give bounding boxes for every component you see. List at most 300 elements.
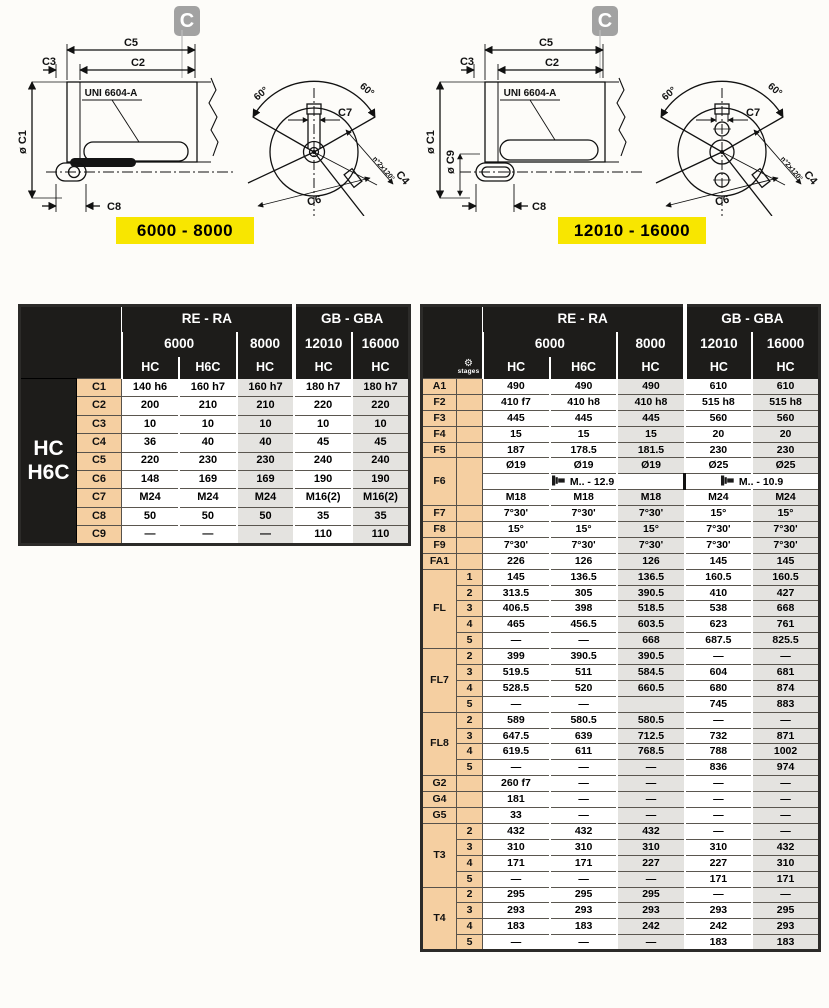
shaft-type-header: HC	[294, 357, 352, 379]
value-cell: 490	[483, 379, 550, 395]
value-cell: Ø25	[685, 458, 752, 474]
bolt-class-label: M.. - 12.9	[569, 475, 615, 488]
value-cell: 260 f7	[483, 776, 550, 792]
size-header: 12010	[685, 332, 752, 357]
value-cell: 295	[752, 903, 819, 919]
value-cell: 432	[752, 839, 819, 855]
bolt-class-cell	[685, 474, 820, 490]
value-cell: 15°	[617, 522, 684, 538]
value-cell: 390.5	[617, 585, 684, 601]
value-cell: —	[617, 808, 684, 824]
angle-label-left: 60°	[660, 85, 679, 104]
dimension-drawing-6000-8000	[12, 6, 417, 251]
value-cell: 10	[122, 415, 180, 433]
value-cell: 295	[617, 887, 684, 903]
stages-header-label: stages	[457, 368, 480, 376]
value-cell: 7°30'	[752, 522, 819, 538]
value-cell: 183	[685, 935, 752, 951]
value-cell: 305	[550, 585, 617, 601]
stage-number: 2	[457, 887, 483, 903]
value-cell: 310	[685, 839, 752, 855]
value-cell: 538	[685, 601, 752, 617]
dim-label-c3: C3	[459, 56, 475, 68]
value-cell: 465	[483, 617, 550, 633]
value-cell: 7°30'	[483, 506, 550, 522]
value-cell: 15	[483, 426, 550, 442]
value-cell: 974	[752, 760, 819, 776]
value-cell: 490	[550, 379, 617, 395]
dim-label-c7: C7	[746, 107, 761, 119]
value-cell: 35	[352, 507, 410, 525]
value-cell: 7°30'	[550, 506, 617, 522]
value-cell: —	[179, 526, 237, 544]
value-cell: —	[752, 649, 819, 665]
value-cell: 681	[752, 665, 819, 681]
value-cell: 171	[483, 855, 550, 871]
value-cell: 410 h8	[617, 394, 684, 410]
value-cell: 7°30'	[617, 537, 684, 553]
value-cell: —	[483, 633, 550, 649]
value-cell: 15°	[685, 506, 752, 522]
value-cell: Ø25	[752, 458, 819, 474]
size-header: 8000	[237, 332, 295, 357]
value-cell: 227	[617, 855, 684, 871]
value-cell: 310	[752, 855, 819, 871]
table-corner	[20, 306, 122, 379]
value-cell: 660.5	[617, 680, 684, 696]
value-cell: —	[685, 808, 752, 824]
value-cell: 871	[752, 728, 819, 744]
value-cell: —	[483, 696, 550, 712]
value-cell: —	[752, 887, 819, 903]
value-cell: 33	[483, 808, 550, 824]
row-label: F2	[422, 394, 457, 410]
value-cell: —	[685, 776, 752, 792]
stage-number: 2	[457, 712, 483, 728]
row-label: T4	[422, 887, 457, 951]
series-group-header: RE - RA	[483, 306, 685, 332]
value-cell: 15°	[483, 522, 550, 538]
value-cell: 230	[752, 442, 819, 458]
value-cell: 7°30'	[550, 537, 617, 553]
value-cell: 10	[179, 415, 237, 433]
stage-number: 3	[457, 839, 483, 855]
value-cell: 242	[685, 919, 752, 935]
value-cell: 406.5	[483, 601, 550, 617]
shaft-type-header: HC	[483, 357, 550, 379]
value-cell: —	[237, 526, 295, 544]
value-cell: 589	[483, 712, 550, 728]
value-cell: 190	[294, 470, 352, 488]
value-cell: 456.5	[550, 617, 617, 633]
bolt-class-cell	[483, 474, 685, 490]
value-cell: 432	[617, 823, 684, 839]
value-cell: 230	[179, 452, 237, 470]
row-label: FL8	[422, 712, 457, 776]
dim-label-c6: C6	[306, 193, 323, 209]
series-group-header: GB - GBA	[685, 306, 820, 332]
stage-number: 3	[457, 601, 483, 617]
dim-label-c8: C8	[532, 201, 547, 213]
value-cell: 313.5	[483, 585, 550, 601]
stage-number: 5	[457, 696, 483, 712]
right-dimensions-table	[420, 304, 821, 952]
row-label: FL	[422, 569, 457, 648]
value-cell: 580.5	[550, 712, 617, 728]
value-cell: 145	[752, 553, 819, 569]
stage-number: 4	[457, 680, 483, 696]
row-label: F3	[422, 410, 457, 426]
row-label: F5	[422, 442, 457, 458]
stage-number: 4	[457, 855, 483, 871]
value-cell: 390.5	[617, 649, 684, 665]
value-cell: 171	[685, 871, 752, 887]
stage-number: 4	[457, 919, 483, 935]
row-label: F8	[422, 522, 457, 538]
stages-gear-icon: ⚙	[464, 358, 473, 370]
dim-label-c8: C8	[107, 201, 122, 213]
dimension-drawing-12010-16000	[420, 6, 825, 251]
value-cell: 183	[752, 935, 819, 951]
value-cell: —	[483, 935, 550, 951]
value-cell: 50	[122, 507, 180, 525]
value-cell: 160.5	[752, 569, 819, 585]
value-cell: 410	[685, 585, 752, 601]
dim-label-c7: C7	[338, 107, 353, 119]
series-group-header: RE - RA	[122, 306, 295, 332]
angle-label-right: 60°	[357, 81, 376, 100]
left-dimensions-table	[18, 304, 411, 546]
value-cell: 15°	[550, 522, 617, 538]
value-cell: 126	[550, 553, 617, 569]
value-cell: 160 h7	[179, 379, 237, 397]
row-label: C9	[77, 526, 122, 544]
value-cell: 50	[179, 507, 237, 525]
value-cell: 171	[752, 871, 819, 887]
value-cell: 181.5	[617, 442, 684, 458]
value-cell: 518.5	[617, 601, 684, 617]
row-label: C3	[77, 415, 122, 433]
value-cell: —	[550, 792, 617, 808]
value-cell: 528.5	[483, 680, 550, 696]
value-cell: 399	[483, 649, 550, 665]
value-cell: 145	[685, 553, 752, 569]
section-marker-c-label: C	[179, 9, 195, 32]
value-cell: 398	[550, 601, 617, 617]
stage-cell-empty	[457, 426, 483, 442]
stage-cell-empty	[457, 410, 483, 426]
value-cell: 310	[550, 839, 617, 855]
value-cell: 310	[617, 839, 684, 855]
stage-cell-empty	[457, 522, 483, 538]
value-cell: 110	[352, 526, 410, 544]
value-cell: 240	[294, 452, 352, 470]
size-header: 6000	[122, 332, 237, 357]
row-label: C5	[77, 452, 122, 470]
value-cell: —	[483, 760, 550, 776]
value-cell: 20	[752, 426, 819, 442]
value-cell: —	[752, 808, 819, 824]
size-range-label: 12010 - 16000	[558, 217, 706, 244]
value-cell: 680	[685, 680, 752, 696]
value-cell: 169	[179, 470, 237, 488]
value-cell: 647.5	[483, 728, 550, 744]
stage-number: 5	[457, 633, 483, 649]
shaft-type-header: HC	[617, 357, 684, 379]
value-cell: M18	[483, 490, 550, 506]
stub-line-2: H6C	[27, 460, 70, 484]
row-label: FA1	[422, 553, 457, 569]
value-cell: 883	[752, 696, 819, 712]
value-cell: M18	[550, 490, 617, 506]
row-label: F6	[422, 458, 457, 506]
stage-cell-empty	[457, 379, 483, 395]
value-cell: 295	[550, 887, 617, 903]
value-cell: 445	[483, 410, 550, 426]
value-cell: 36	[122, 434, 180, 452]
value-cell: 226	[483, 553, 550, 569]
row-label: C2	[77, 397, 122, 415]
value-cell: 7°30'	[752, 537, 819, 553]
value-cell: 639	[550, 728, 617, 744]
value-cell: 160 h7	[237, 379, 295, 397]
value-cell: M24	[685, 490, 752, 506]
value-cell: 148	[122, 470, 180, 488]
stage-number: 2	[457, 649, 483, 665]
value-cell: 10	[352, 415, 410, 433]
shaft-side-and-front-view	[12, 30, 417, 216]
value-cell: 745	[685, 696, 752, 712]
value-cell: 874	[752, 680, 819, 696]
value-cell: 410 f7	[483, 394, 550, 410]
table-stub-hc-h6c	[20, 379, 77, 545]
value-cell: 580.5	[617, 712, 684, 728]
value-cell: 490	[617, 379, 684, 395]
shaft-type-header: H6C	[179, 357, 237, 379]
row-label: T3	[422, 823, 457, 887]
value-cell: 40	[179, 434, 237, 452]
value-cell: 7°30'	[617, 506, 684, 522]
size-range-label: 6000 - 8000	[116, 217, 254, 244]
value-cell: 410 h8	[550, 394, 617, 410]
row-label: C6	[77, 470, 122, 488]
value-cell: M24	[237, 489, 295, 507]
value-cell: M24	[179, 489, 237, 507]
value-cell: 242	[617, 919, 684, 935]
row-label: FL7	[422, 649, 457, 713]
stage-cell-empty	[457, 506, 483, 522]
stage-cell-empty	[457, 458, 483, 506]
bolt-class-label: M.. - 10.9	[738, 475, 784, 488]
row-label: C7	[77, 489, 122, 507]
value-cell: 15	[617, 426, 684, 442]
series-group-header: GB - GBA	[294, 306, 409, 332]
value-cell: 10	[294, 415, 352, 433]
value-cell: —	[685, 887, 752, 903]
dim-note-c4: n°2x120°	[778, 155, 804, 183]
value-cell: 610	[752, 379, 819, 395]
value-cell: 140 h6	[122, 379, 180, 397]
value-cell: —	[617, 760, 684, 776]
value-cell: 110	[294, 526, 352, 544]
value-cell: 293	[550, 903, 617, 919]
value-cell: 619.5	[483, 744, 550, 760]
stage-cell-empty	[457, 442, 483, 458]
value-cell: 50	[237, 507, 295, 525]
keyway-standard-label: UNI 6604-A	[84, 88, 138, 99]
value-cell: —	[685, 792, 752, 808]
value-cell: 227	[685, 855, 752, 871]
value-cell: 45	[352, 434, 410, 452]
value-cell: 15	[550, 426, 617, 442]
value-cell: 560	[752, 410, 819, 426]
value-cell: 220	[122, 452, 180, 470]
dim-label-c2: C2	[544, 57, 560, 69]
value-cell: 136.5	[550, 569, 617, 585]
value-cell: 310	[483, 839, 550, 855]
value-cell: —	[550, 871, 617, 887]
stage-cell-empty	[457, 776, 483, 792]
value-cell: 210	[237, 397, 295, 415]
value-cell: 445	[617, 410, 684, 426]
dim-label-c9: ø C9	[445, 150, 457, 174]
value-cell: 200	[122, 397, 180, 415]
stage-number: 5	[457, 935, 483, 951]
value-cell: 181	[483, 792, 550, 808]
stage-cell-empty	[457, 394, 483, 410]
value-cell: 610	[685, 379, 752, 395]
value-cell: 40	[237, 434, 295, 452]
value-cell: 712.5	[617, 728, 684, 744]
row-label: G4	[422, 792, 457, 808]
dim-note-c4: n°2x120°	[370, 155, 396, 183]
row-label: C4	[77, 434, 122, 452]
dim-label-c4: C4	[393, 168, 412, 188]
stage-number: 2	[457, 585, 483, 601]
value-cell: 432	[550, 823, 617, 839]
value-cell: 1002	[752, 744, 819, 760]
stage-cell-empty	[457, 553, 483, 569]
value-cell	[617, 696, 684, 712]
value-cell: —	[617, 935, 684, 951]
stage-number: 5	[457, 871, 483, 887]
value-cell: 10	[237, 415, 295, 433]
shaft-type-header: HC	[352, 357, 410, 379]
value-cell: 390.5	[550, 649, 617, 665]
value-cell: —	[550, 696, 617, 712]
dim-label-c5: C5	[538, 37, 554, 49]
dim-label-c5: C5	[123, 37, 139, 49]
value-cell: 611	[550, 744, 617, 760]
stage-number: 3	[457, 903, 483, 919]
stage-number: 3	[457, 728, 483, 744]
row-label: G2	[422, 776, 457, 792]
shaft-type-header: HC	[122, 357, 180, 379]
value-cell: 178.5	[550, 442, 617, 458]
value-cell: 519.5	[483, 665, 550, 681]
shaft-side-and-front-view	[420, 30, 825, 216]
value-cell: 230	[685, 442, 752, 458]
row-label: C1	[77, 379, 122, 397]
value-cell: 293	[617, 903, 684, 919]
shaft-type-header: H6C	[550, 357, 617, 379]
value-cell: 169	[237, 470, 295, 488]
value-cell: 768.5	[617, 744, 684, 760]
value-cell: 183	[483, 919, 550, 935]
stage-number: 2	[457, 823, 483, 839]
value-cell: M24	[752, 490, 819, 506]
value-cell: 520	[550, 680, 617, 696]
value-cell: 230	[237, 452, 295, 470]
value-cell: 584.5	[617, 665, 684, 681]
value-cell: Ø19	[550, 458, 617, 474]
value-cell: 20	[685, 426, 752, 442]
value-cell: 220	[352, 397, 410, 415]
value-cell: 788	[685, 744, 752, 760]
value-cell: —	[550, 760, 617, 776]
value-cell: 732	[685, 728, 752, 744]
bolt-icon	[552, 475, 565, 489]
value-cell: 187	[483, 442, 550, 458]
value-cell: 687.5	[685, 633, 752, 649]
dim-label-c3: C3	[41, 56, 57, 68]
angle-label-right: 60°	[765, 81, 784, 100]
value-cell: 293	[685, 903, 752, 919]
value-cell: —	[752, 776, 819, 792]
size-header: 16000	[352, 332, 410, 357]
value-cell: 427	[752, 585, 819, 601]
value-cell: 668	[752, 601, 819, 617]
value-cell: M24	[122, 489, 180, 507]
value-cell: —	[752, 712, 819, 728]
dim-label-c6: C6	[714, 193, 731, 209]
row-label: C8	[77, 507, 122, 525]
value-cell: 825.5	[752, 633, 819, 649]
stage-cell-empty	[457, 792, 483, 808]
stub-line-1: HC	[33, 436, 64, 460]
row-label: G5	[422, 808, 457, 824]
value-cell: 836	[685, 760, 752, 776]
value-cell: Ø19	[483, 458, 550, 474]
value-cell: 183	[550, 919, 617, 935]
value-cell: —	[752, 792, 819, 808]
size-header: 8000	[617, 332, 684, 357]
bolt-icon	[721, 475, 734, 489]
value-cell: 515 h8	[685, 394, 752, 410]
value-cell: —	[550, 776, 617, 792]
value-cell: —	[550, 808, 617, 824]
value-cell: —	[685, 712, 752, 728]
value-cell: 180 h7	[294, 379, 352, 397]
value-cell: M18	[617, 490, 684, 506]
value-cell: —	[617, 871, 684, 887]
value-cell: 220	[294, 397, 352, 415]
shaft-type-header: HC	[237, 357, 295, 379]
value-cell: 35	[294, 507, 352, 525]
value-cell: 432	[483, 823, 550, 839]
value-cell: 623	[685, 617, 752, 633]
value-cell: 560	[685, 410, 752, 426]
keyway-standard-label: UNI 6604-A	[503, 88, 557, 99]
size-header: 6000	[483, 332, 618, 357]
value-cell: —	[752, 823, 819, 839]
value-cell: 145	[483, 569, 550, 585]
value-cell: —	[685, 649, 752, 665]
value-cell: 171	[550, 855, 617, 871]
value-cell: 160.5	[685, 569, 752, 585]
value-cell: —	[550, 935, 617, 951]
value-cell: 293	[483, 903, 550, 919]
